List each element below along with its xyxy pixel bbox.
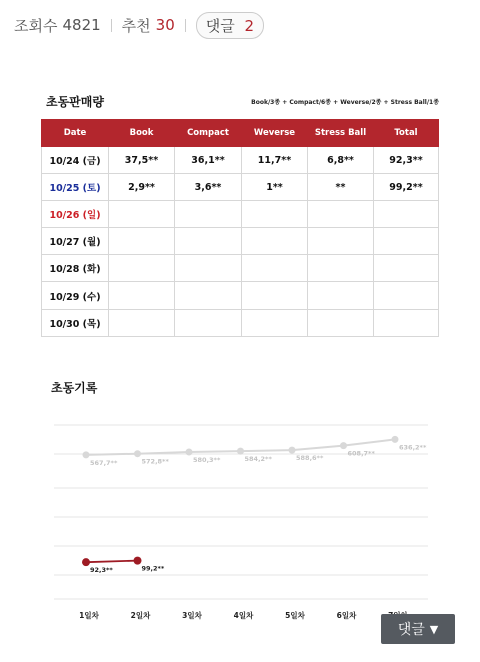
table-row: [42, 201, 439, 228]
comments-count: 2: [244, 16, 255, 35]
cell-compact: [175, 255, 242, 282]
cell-date: 10/26 (일): [42, 201, 109, 228]
data-label: 99,2**: [141, 564, 165, 573]
table-row: [42, 228, 439, 255]
cell-book: [109, 309, 175, 336]
data-label: 608,7**: [347, 449, 375, 458]
cell-date: 10/24 (금): [42, 147, 109, 174]
table-row: [42, 309, 439, 336]
data-point: [134, 450, 141, 457]
cell-total: [374, 228, 439, 255]
table-row: [42, 282, 439, 309]
col-header-stressball: Stress Ball: [308, 120, 374, 147]
x-tick-label: 6일차: [336, 611, 357, 620]
cell-compact: 3,6**: [175, 174, 242, 201]
data-point: [134, 557, 142, 565]
cell-date: 10/29 (수): [42, 282, 109, 309]
data-label: 567,7**: [90, 458, 118, 467]
data-point: [186, 449, 193, 456]
triangle-down-icon: ▼: [429, 622, 439, 636]
cell-total: [374, 309, 439, 336]
data-label: 588,6**: [296, 454, 324, 463]
x-tick-label: 2일차: [130, 611, 151, 620]
data-point: [392, 436, 399, 443]
x-tick-label: 3일차: [182, 611, 202, 620]
cell-total: 92,3**: [374, 147, 439, 174]
cell-compact: [175, 201, 242, 228]
cell-total: [374, 201, 439, 228]
views-count: 4821: [62, 16, 101, 34]
col-header-book: Book: [109, 120, 175, 147]
col-header-weverse: Weverse: [242, 120, 308, 147]
likes-label: 추천: [121, 16, 151, 35]
cell-date: 10/27 (월): [42, 228, 109, 255]
x-tick-label: 5일차: [285, 611, 305, 620]
cell-weverse: [242, 201, 308, 228]
cell-total: [374, 282, 439, 309]
divider: [185, 19, 186, 32]
divider: [111, 19, 112, 32]
data-label: 636,2**: [399, 443, 427, 452]
floating-comments-button[interactable]: [381, 614, 455, 644]
cell-compact: [175, 228, 242, 255]
cell-book: 37,5**: [109, 147, 175, 174]
data-label: 92,3**: [90, 566, 113, 575]
cell-book: 2,9**: [109, 174, 175, 201]
data-label: 572,8**: [141, 457, 169, 466]
data-point: [83, 451, 90, 458]
data-label: 580,3**: [193, 456, 221, 465]
sales-table: [41, 119, 439, 337]
data-point: [237, 448, 244, 455]
cell-weverse: [242, 309, 308, 336]
cell-total: 99,2**: [374, 174, 439, 201]
cell-book: [109, 255, 175, 282]
x-tick-label: 1일차: [79, 611, 99, 620]
col-header-compact: Compact: [175, 120, 242, 147]
package-legend-note: Book/3종 + Compact/6종 + Weverse/2종 + Stress Ball/1종: [251, 99, 439, 106]
cell-weverse: [242, 255, 308, 282]
cell-stressball: **: [308, 174, 374, 201]
data-label: 584,2**: [244, 455, 272, 464]
x-tick-label: 4일차: [233, 611, 254, 620]
table-row: [42, 255, 439, 282]
data-point: [289, 447, 296, 454]
cell-compact: [175, 282, 242, 309]
first-week-sales-line-chart: [0, 400, 480, 625]
cell-stressball: [308, 201, 374, 228]
cell-stressball: [308, 282, 374, 309]
cell-date: 10/30 (목): [42, 309, 109, 336]
cell-stressball: [308, 255, 374, 282]
cell-stressball: [308, 228, 374, 255]
cell-book: [109, 228, 175, 255]
cell-weverse: 1**: [242, 174, 308, 201]
cell-weverse: [242, 282, 308, 309]
cell-total: [374, 255, 439, 282]
likes-count: 30: [155, 16, 175, 34]
floating-comments-label: 댓글: [397, 622, 425, 638]
cell-weverse: [242, 228, 308, 255]
cell-stressball: 6,8**: [308, 147, 374, 174]
cell-weverse: 11,7**: [242, 147, 308, 174]
sales-section-title: 초동판매량: [46, 95, 104, 109]
data-point: [82, 558, 90, 566]
cell-compact: 36,1**: [175, 147, 242, 174]
comments-button[interactable]: [196, 12, 264, 39]
series-line: [86, 561, 138, 563]
comments-label: 댓글: [205, 16, 235, 35]
cell-compact: [175, 309, 242, 336]
cell-book: [109, 282, 175, 309]
cell-stressball: [308, 309, 374, 336]
table-header-row: [42, 120, 439, 147]
col-header-date: Date: [42, 120, 109, 147]
col-header-total: Total: [374, 120, 439, 147]
views-label: 조회수: [14, 16, 58, 35]
table-row: [42, 174, 439, 201]
cell-date: 10/28 (화): [42, 255, 109, 282]
post-stats-bar: [14, 12, 264, 38]
cell-book: [109, 201, 175, 228]
data-point: [340, 442, 347, 449]
record-section-title: 초동기록: [51, 381, 98, 395]
table-row: [42, 147, 439, 174]
cell-date: 10/25 (토): [42, 174, 109, 201]
